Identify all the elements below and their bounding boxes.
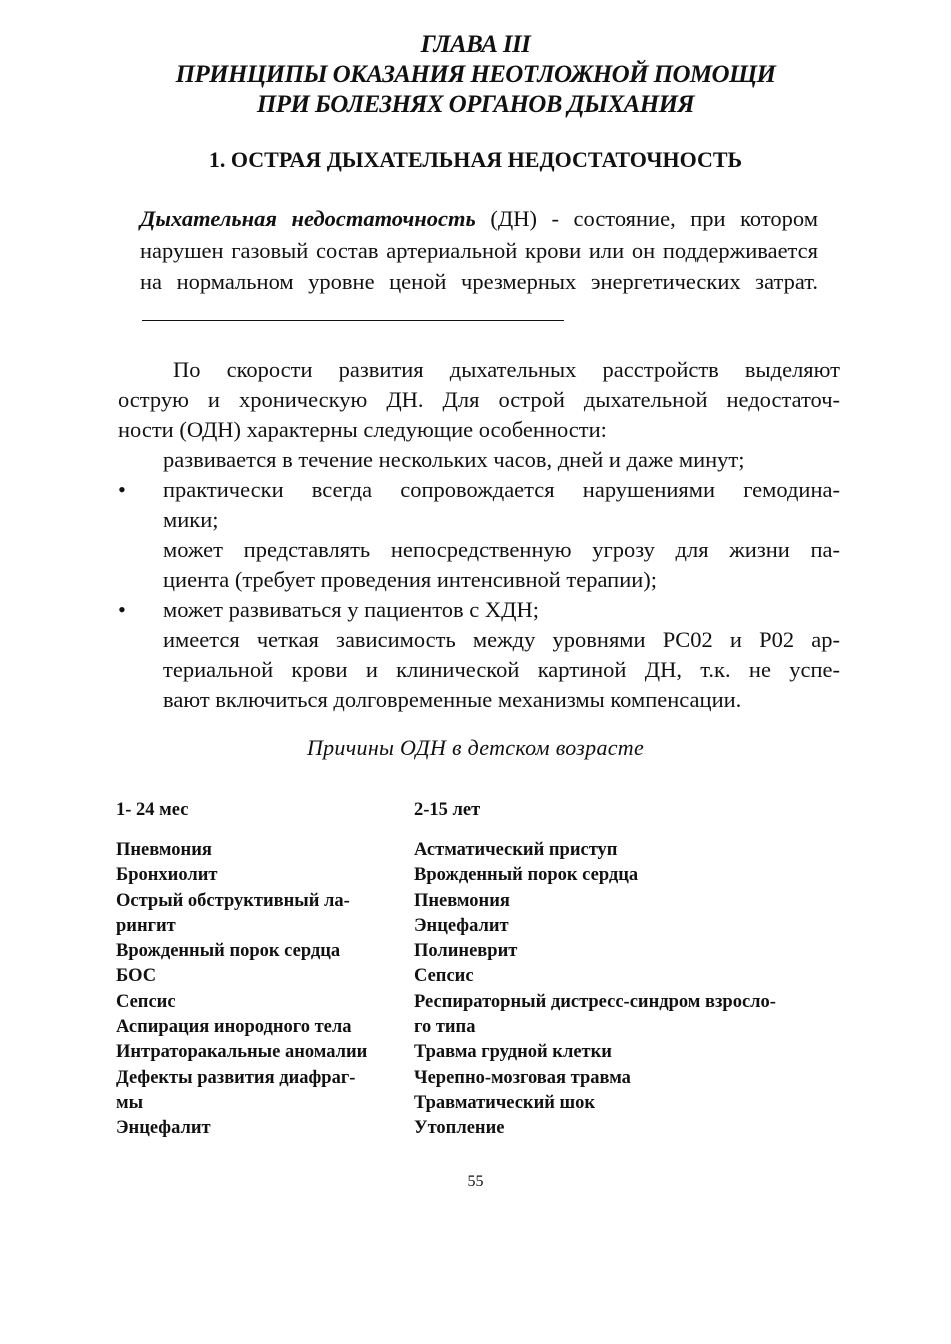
intro-line-2: острую и хроническую ДН. Для острой дыхательной недостаточ- bbox=[118, 387, 840, 412]
chapter-title-line2: ПРИ БОЛЕЗНЯХ ОРГАНОВ ДЫХАНИЯ bbox=[256, 91, 695, 118]
list-item-text: имеется четкая зависимость между уровнями PC02 и P02 ар- bbox=[163, 627, 840, 652]
intro-line-1: По скорости развития дыхательных расстройств выделяют bbox=[173, 357, 840, 382]
list-item: Сепсис bbox=[116, 991, 176, 1012]
list-item: Респираторный дистресс-синдром взросло- bbox=[414, 991, 776, 1012]
list-item: рингит bbox=[116, 915, 176, 936]
list-item-text: мики; bbox=[163, 507, 219, 532]
list-item-text: развивается в течение нескольких часов, дней и даже минут; bbox=[163, 447, 745, 472]
list-item: Травматический шок bbox=[414, 1092, 596, 1113]
list-item: мы bbox=[116, 1092, 144, 1113]
list-item-text: практически всегда сопровождается нарушениями гемодина- bbox=[163, 477, 840, 502]
bullet-marker: • bbox=[118, 477, 126, 502]
definition-text: (ДН) - состояние, при котором нарушен газовый состав артериальной крови или он поддерживается на нормальном уровне ценой чрезмерных энергетических затрат. bbox=[140, 206, 818, 294]
list-item: Сепсис bbox=[414, 966, 474, 987]
list-item: Врожденный порок сердца bbox=[116, 941, 341, 962]
list-item: БОС bbox=[116, 966, 157, 987]
list-item: Черепно-мозговая травма bbox=[414, 1067, 631, 1088]
bullet-marker: • bbox=[118, 597, 126, 622]
list-item-text: вают включиться долговременные механизмы компенсации. bbox=[163, 687, 742, 712]
definition-paragraph bbox=[140, 203, 818, 329]
list-item-text: может представлять непосредственную угрозу для жизни па- bbox=[163, 537, 840, 562]
list-item: Интраторакальные аномалии bbox=[116, 1042, 368, 1063]
list-item-text: териальной крови и клинической картиной ДН, т.к. не успе- bbox=[163, 657, 840, 682]
right-column-list bbox=[414, 838, 834, 1142]
list-item: Бронхиолит bbox=[116, 865, 218, 886]
list-item: Пневмония bbox=[116, 840, 212, 860]
list-item: Утопление bbox=[414, 1118, 505, 1139]
chapter-number: ГЛАВА III bbox=[420, 31, 531, 58]
left-column-list bbox=[116, 838, 386, 1142]
intro-line-3: ности (ОДН) характерны следующие особенности: bbox=[118, 417, 607, 442]
page-number: 55 bbox=[467, 1173, 484, 1190]
definition-term: Дыхательная недостаточность bbox=[140, 206, 476, 231]
list-item: Дефекты развития диафраг- bbox=[116, 1067, 356, 1088]
section-title: 1. ОСТРАЯ ДЫХАТЕЛЬНАЯ НЕДОСТАТОЧНОСТЬ bbox=[208, 147, 743, 172]
list-item: Астматический приступ bbox=[414, 840, 618, 860]
list-item-text: может развиваться у пациентов с ХДН; bbox=[163, 597, 539, 622]
left-column-header: 1- 24 мес bbox=[116, 800, 189, 820]
intro-paragraph bbox=[118, 355, 840, 445]
list-item: Полиневрит bbox=[414, 941, 518, 962]
list-item: Травма грудной клетки bbox=[414, 1042, 612, 1063]
list-item: Врожденный порок сердца bbox=[414, 865, 639, 886]
list-item-text: циента (требует проведения интенсивной терапии); bbox=[163, 567, 658, 592]
list-item: Пневмония bbox=[414, 890, 510, 911]
chapter-title-line1: ПРИНЦИПЫ ОКАЗАНИЯ НЕОТЛОЖНОЙ ПОМОЩИ bbox=[175, 61, 776, 88]
list-item: Энцефалит bbox=[414, 915, 509, 936]
list-item: Аспирация инородного тела bbox=[116, 1017, 352, 1038]
list-item: Энцефалит bbox=[116, 1118, 211, 1139]
list-item: го типа bbox=[414, 1017, 476, 1038]
fill-in-rule bbox=[142, 300, 564, 321]
right-column-header: 2-15 лет bbox=[414, 800, 481, 820]
table-caption: Причины ОДН в детском возрасте bbox=[306, 735, 645, 760]
list-item: Острый обструктивный ла- bbox=[116, 890, 350, 911]
